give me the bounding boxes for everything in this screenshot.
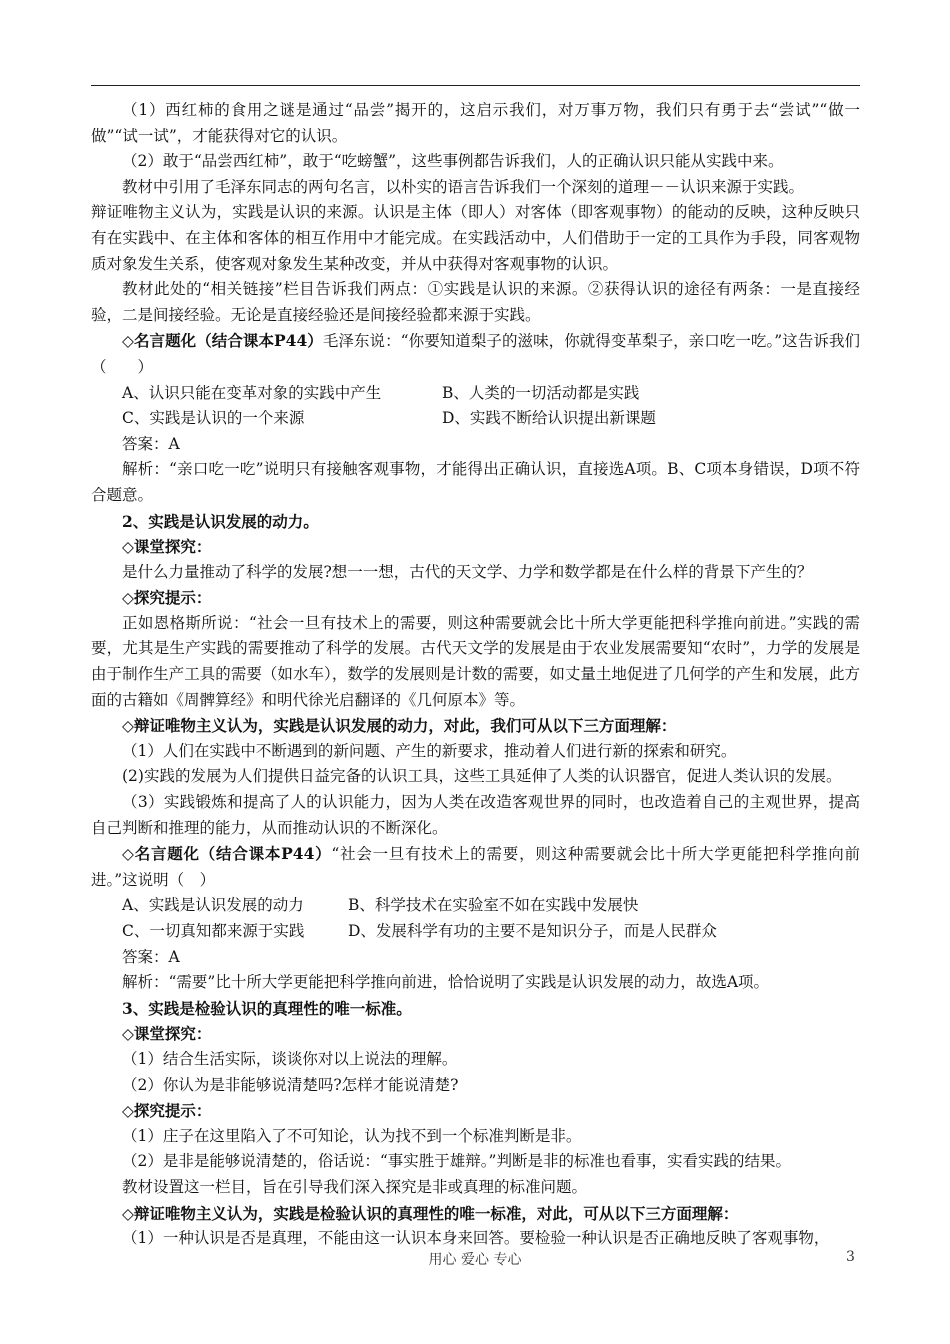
option-a: A、实践是认识发展的动力 <box>122 896 304 915</box>
paragraph: （1）庄子在这里陷入了不可知论，认为找不到一个标准判断是非。 <box>122 1126 582 1145</box>
question-label: ◇名言题化（结合课本P44） <box>122 331 323 351</box>
section-heading: 2、实践是认识发展的动力。 <box>122 511 319 531</box>
page-number: 3 <box>846 1249 855 1265</box>
paragraph: 教材设置这一栏目，旨在引导我们深入探究是非或真理的标准问题。 <box>122 1177 588 1196</box>
document-body <box>91 98 860 1252</box>
option-d: D、实践不断给认识提出新课题 <box>442 409 656 428</box>
paragraph: （3）实践锻炼和提高了人的认识能力，因为人类在改造客观世界的同时，也改造着自己的主观世界，提高自己判断和推理的能力，从而推动认识的不断深化。 <box>91 793 860 837</box>
subheading: ◇辩证唯物主义认为，实践是认识发展的动力，对此，我们可从以下三方面理解： <box>122 716 677 736</box>
paragraph: 正如恩格斯所说：“社会一旦有技术上的需要，则这种需要就会比十所大学更能把科学推向前进。”实践的需要，尤其是生产实践的需要推动了科学的发展。古代天文学的发展是由于农业发展需要知“农时”，力学的发展是由于制作生产工具的需要（如水车），数学的发展则是计数的需要，如丈量土地促进了几何学的产生和发展，此方面的古籍如《周髀算经》和明代徐光启翻译的《几何原本》等。 <box>91 613 860 709</box>
header-rule <box>91 85 860 86</box>
option-b: B、人类的一切活动都是实践 <box>442 383 640 402</box>
explanation: 解析：“需要”比十所大学更能把科学推向前进，恰恰说明了实践是认识发展的动力，故选A项。 <box>122 973 770 992</box>
explanation: 解析：“亲口吃一吃”说明只有接触客观事物，才能得出正确认识，直接选A项。B、C项本身错误，D项不符合题意。 <box>91 460 860 504</box>
paragraph: （2）是非是能够说清楚的，俗话说：“事实胜于雄辩。”判断是非的标准也看事，实看实践的结果。 <box>122 1152 791 1171</box>
option-a: A、认识只能在变革对象的实践中产生 <box>122 383 382 402</box>
paragraph: （2）敢于“品尝西红柿”，敢于“吃螃蟹”，这些事例都告诉我们，人的正确认识只能从实践中来。 <box>122 152 784 171</box>
answer: 答案：A <box>122 434 180 453</box>
answer: 答案：A <box>122 947 180 966</box>
option-d: D、发展科学有功的主要不是知识分子，而是人民群众 <box>348 922 717 940</box>
subheading: ◇课堂探究： <box>122 1024 212 1044</box>
subheading: ◇探究提示： <box>122 1101 212 1121</box>
paragraph: 是什么力量推动了科学的发展?想一一想，古代的天文学、力学和数学都是在什么样的背景下产生的？ <box>122 562 813 581</box>
paragraph: 教材中引用了毛泽东同志的两句名言，以朴实的语言告诉我们一个深刻的道理－－认识来源于实践。 <box>122 177 805 196</box>
options-row <box>91 406 860 432</box>
question-2 <box>91 841 860 893</box>
paragraph: 辩证唯物主义认为，实践是认识的来源。认识是主体（即人）对客体（即客观事物）的能动的反映，这种反映只有在实践中、在主体和客体的相互作用中才能完成。在实践活动中，人们借助于一定的工具作为手段，同客观物质对象发生关系，使客观对象发生某种改变，并从中获得对客观事物的认识。 <box>91 203 860 273</box>
paragraph: （1）结合生活实际，谈谈你对以上说法的理解。 <box>122 1049 458 1068</box>
paragraph: (2)实践的发展为人们提供日益完备的认识工具，这些工具延伸了人类的认识器官，促进人类认识的发展。 <box>122 767 842 786</box>
subheading: ◇辩证唯物主义认为，实践是检验认识的真理性的唯一标准，对此，可从以下三方面理解： <box>122 1203 739 1223</box>
option-c: C、一切真知都来源于实践 <box>122 922 305 940</box>
question-text: “社会一旦有技术上的需要，则这种需要就会比十所大学更能把科学推向前进。”这说明（ ） <box>91 845 860 889</box>
subheading: ◇探究提示： <box>122 588 212 608</box>
options-row <box>91 893 860 919</box>
subheading: ◇课堂探究： <box>122 537 212 557</box>
paragraph: （1）一种认识是否是真理，不能由这一认识本身来回答。要检验一种认识是否正确地反映了客观事物， <box>122 1229 830 1248</box>
question-text: 毛泽东说：“你要知道梨子的滋味，你就得变革梨子，亲口吃一吃。”这告诉我们（ ） <box>91 332 860 376</box>
options-row <box>91 381 860 407</box>
paragraph: 教材此处的“相关链接”栏目告诉我们两点：①实践是认识的来源。②获得认识的途径有两条：一是直接经验，二是间接经验。无论是直接经验还是间接经验都来源于实践。 <box>91 280 860 324</box>
question-1 <box>91 328 860 380</box>
paragraph: （1）人们在实践中不断遇到的新问题、产生的新要求，推动着人们进行新的探索和研究。 <box>122 741 737 760</box>
paragraph: （2）你认为是非能够说清楚吗?怎样才能说清楚? <box>122 1075 459 1094</box>
option-c: C、实践是认识的一个来源 <box>122 409 305 428</box>
paragraph: （1）西红柿的食用之谜是通过“品尝”揭开的，这启示我们，对万事万物，我们只有勇于去“尝试”“做一做”“试一试”，才能获得对它的认识。 <box>91 101 860 145</box>
options-row <box>91 919 860 945</box>
section-heading: 3、实践是检验认识的真理性的唯一标准。 <box>122 998 412 1018</box>
option-b: B、科学技术在实验室不如在实践中发展快 <box>348 896 639 915</box>
question-label: ◇名言题化（结合课本P44） <box>122 844 332 864</box>
footer-text: 用心 爱心 专心 <box>428 1252 522 1268</box>
